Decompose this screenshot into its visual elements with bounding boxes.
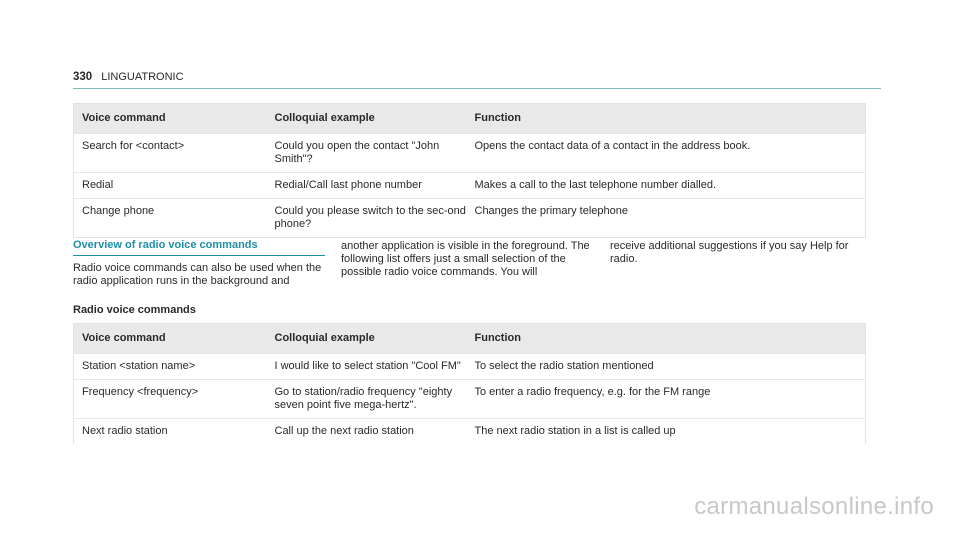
function-cell: To enter a radio frequency, e.g. for the FM range <box>467 380 866 419</box>
page-number: 330 <box>73 71 93 83</box>
colloquial-example-cell: Call up the next radio station <box>267 419 467 445</box>
radio-commands-table <box>73 323 866 444</box>
table-row <box>74 380 866 419</box>
colloquial-example-cell: I would like to select station "Cool FM" <box>267 354 467 380</box>
section-name: LINGUATRONIC <box>101 71 184 83</box>
colloquial-example-cell: Could you open the contact "John Smith"? <box>267 134 467 173</box>
function-cell: Makes a call to the last telephone number dialled. <box>467 173 866 199</box>
colloquial-example-cell: Go to station/radio frequency "eighty seven point five mega-hertz". <box>267 380 467 419</box>
column-header-function: Function <box>467 324 866 354</box>
voice-command-cell: Station <station name> <box>74 354 267 380</box>
table-header-row <box>74 104 866 134</box>
column-header-colloquial-example: Colloquial example <box>267 104 467 134</box>
table-header-row <box>74 324 866 354</box>
function-cell: To select the radio station mentioned <box>467 354 866 380</box>
function-cell: Opens the contact data of a contact in the address book. <box>467 134 866 173</box>
overview-paragraph-2: another application is visible in the foreground. The following list offers just a small selection of the possible radio voice commands. You will <box>341 240 590 278</box>
table-row <box>74 199 866 238</box>
voice-command-cell: Next radio station <box>74 419 267 445</box>
colloquial-example-cell: Could you please switch to the sec-ond phone? <box>267 199 467 238</box>
table-row <box>74 419 866 445</box>
column-header-voice-command: Voice command <box>74 104 267 134</box>
overview-title: Overview of radio voice commands <box>73 239 325 256</box>
overview-paragraph-3: receive additional suggestions if you say Help for radio. <box>610 240 849 265</box>
function-cell: The next radio station in a list is called up <box>467 419 866 445</box>
colloquial-example-cell: Redial/Call last phone number <box>267 173 467 199</box>
table-row <box>74 134 866 173</box>
column-header-voice-command: Voice command <box>74 324 267 354</box>
table-row <box>74 354 866 380</box>
page-header <box>73 71 881 89</box>
voice-command-cell: Frequency <frequency> <box>74 380 267 419</box>
radio-commands-title: Radio voice commands <box>73 304 196 316</box>
overview-paragraph-1: Radio voice commands can also be used when the radio application runs in the background and <box>73 262 322 287</box>
phone-commands-table <box>73 103 866 238</box>
function-cell: Changes the primary telephone <box>467 199 866 238</box>
voice-command-cell: Redial <box>74 173 267 199</box>
voice-command-cell: Change phone <box>74 199 267 238</box>
voice-command-cell: Search for <contact> <box>74 134 267 173</box>
watermark: carmanualsonline.info <box>694 493 934 520</box>
column-header-function: Function <box>467 104 866 134</box>
table-row <box>74 173 866 199</box>
column-header-colloquial-example: Colloquial example <box>267 324 467 354</box>
